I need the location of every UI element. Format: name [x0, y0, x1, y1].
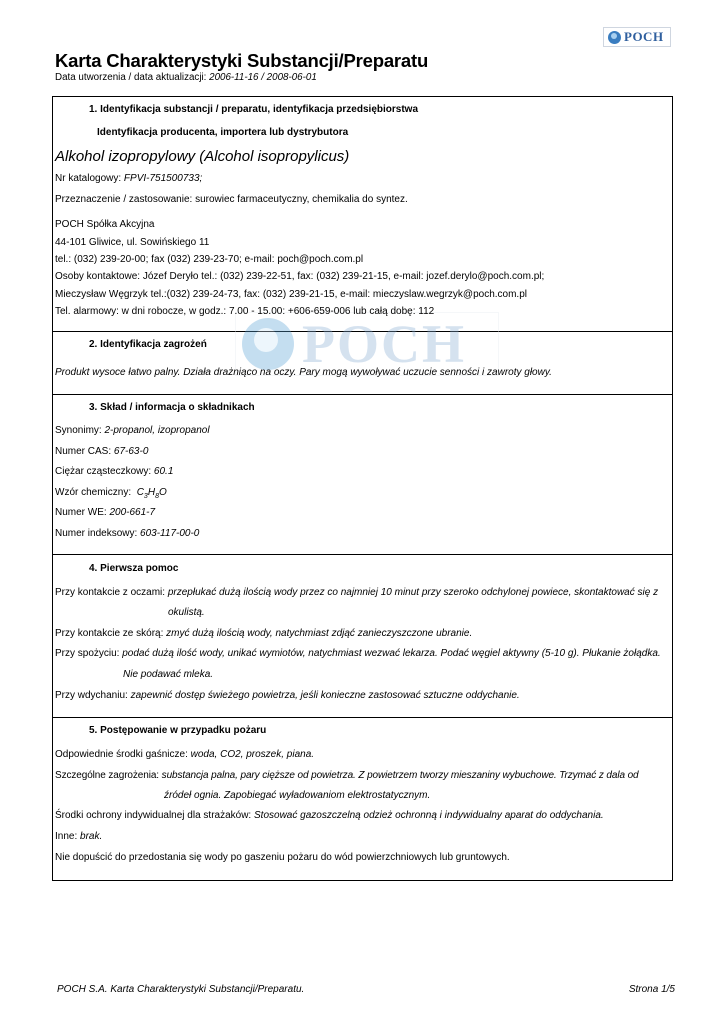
mw-label: Ciężar cząsteczkowy: — [55, 466, 152, 477]
ingestion-value: podać dużą ilość wody, unikać wymiotów, natychmiast wezwać lekarza. Podać węgiel aktywny (5-10 g). Płukanie żołądka. — [122, 648, 661, 659]
document-dates — [55, 72, 317, 83]
first-aid-eyes-cont: okulistą. — [168, 607, 205, 618]
first-aid-inhalation — [55, 690, 520, 701]
poch-logo-icon — [608, 31, 621, 44]
firefighter-ppe — [55, 810, 604, 821]
we-value: 200-661-7 — [109, 507, 156, 518]
formula-o: O — [158, 487, 167, 498]
cas-value: 67-63-0 — [113, 446, 149, 457]
chemical-formula — [55, 487, 167, 500]
footer-left: POCH S.A. Karta Charakterystyki Substancji/Preparatu. — [57, 984, 305, 995]
alarm-phone: Tel. alarmowy: w dni robocze, w godz.: 7.00 - 15.00: +606-659-006 lub całą dobę: 112 — [55, 306, 435, 317]
ingestion-label: Przy spożyciu: — [55, 648, 120, 659]
section-1-subheading: Identyfikacja producenta, importera lub dystrybutora — [97, 127, 349, 138]
skin-label: Przy kontakcie ze skórą: — [55, 628, 164, 639]
dates-value: 2006-11-16 / 2008-06-01 — [209, 72, 317, 83]
eyes-value: przepłukać dużą ilością wody przez co najmniej 10 minut przy szeroko odchylonej powiece, skontaktować się z — [167, 587, 659, 598]
catalog-value: FPVI-751500733; — [123, 173, 203, 184]
special-hazards-value: substancja palna, pary cięższe od powietrza. Z powietrzem tworzy mieszaniny wybuchowe. Trzymać z dala od — [161, 770, 639, 781]
product-name: Alkohol izopropylowy (Alcohol isopropylicus) — [55, 148, 350, 165]
other-value: brak. — [80, 831, 103, 842]
contacts-line-1: Osoby kontaktowe: Józef Deryło tel.: (032) 239-22-51, fax: (032) 239-21-15, e-mail: jozef.derylo@poch.com.pl; — [55, 271, 545, 282]
company-tel: tel.: (032) 239-20-00; fax (032) 239-23-70; e-mail: poch@poch.com.pl — [55, 254, 364, 265]
section-2-heading: 2. Identyfikacja zagrożeń — [89, 339, 207, 350]
section-3-heading: 3. Skład / informacja o składnikach — [89, 402, 255, 413]
we-number — [55, 507, 155, 518]
cas-number — [55, 446, 148, 457]
inhalation-value: zapewnić dostęp świeżego powietrza, jeśli konieczne zastosować sztuczne oddychanie. — [130, 690, 520, 701]
synonyms — [55, 425, 210, 436]
extinguishing-media — [55, 749, 314, 760]
synonyms-label: Synonimy: — [55, 425, 102, 436]
formula-value — [137, 487, 167, 498]
watermark-text: POCH — [302, 314, 466, 374]
synonyms-value: 2-propanol, izopropanol — [104, 425, 210, 436]
catalog-label: Nr katalogowy: — [55, 173, 122, 184]
section-5-heading: 5. Postępowanie w przypadku pożaru — [89, 725, 267, 736]
water-runoff-note: Nie dopuścić do przedostania się wody po gaszeniu pożaru do wód powierzchniowych lub gruntowych. — [55, 852, 510, 863]
we-label: Numer WE: — [55, 507, 107, 518]
hazard-text: Produkt wysoce łatwo palny. Działa drażniąco na oczy. Pary mogą wywoływać uczucie senności i zawroty głowy. — [55, 367, 552, 378]
section-4-heading: 4. Pierwsza pomoc — [89, 563, 179, 574]
first-aid-eyes — [55, 587, 658, 598]
mw-value: 60.1 — [153, 466, 174, 477]
molecular-weight — [55, 466, 173, 477]
other-info — [55, 831, 102, 842]
formula-h-sub: 8 — [155, 493, 159, 500]
skin-value: zmyć dużą ilością wody, natychmiast zdjąć zanieczyszczone ubranie. — [166, 628, 473, 639]
company-address: 44-101 Gliwice, ul. Sowińskiego 11 — [55, 237, 210, 248]
document-title: Karta Charakterystyki Substancji/Preparatu — [55, 50, 429, 71]
inhalation-label: Przy wdychaniu: — [55, 690, 128, 701]
other-label: Inne: — [55, 831, 78, 842]
eyes-label: Przy kontakcie z oczami: — [55, 587, 166, 598]
poch-logo-text: POCH — [624, 29, 664, 44]
contacts-line-2: Mieczysław Węgrzyk tel.:(032) 239-24-73, fax: (032) 239-21-15, e-mail: mieczyslaw.wegrzyk@poch.com.pl — [55, 289, 527, 300]
section-1-heading: 1. Identyfikacja substancji / preparatu, identyfikacja przedsiębiorstwa — [89, 104, 418, 115]
catalog-number — [55, 173, 202, 184]
cas-label: Numer CAS: — [55, 446, 112, 457]
formula-c-sub: 3 — [143, 493, 148, 500]
formula-label: Wzór chemiczny: — [55, 487, 132, 498]
dates-label: Data utworzenia / data aktualizacji: — [55, 72, 207, 83]
poch-logo — [603, 27, 671, 47]
formula-c: C — [136, 487, 144, 498]
index-label: Numer indeksowy: — [55, 528, 138, 539]
watermark-icon — [242, 318, 294, 370]
special-hazards — [55, 770, 639, 781]
first-aid-ingestion-cont: Nie podawać mleka. — [123, 669, 214, 680]
intended-use: Przeznaczenie / zastosowanie: surowiec farmaceutyczny, chemikalia do syntez. — [55, 194, 408, 205]
formula-h: H — [147, 487, 156, 498]
page-number: Strona 1/5 — [628, 984, 675, 995]
ppe-value: Stosować gazoszczelną odzież ochronną i indywidualny aparat do oddychania. — [254, 810, 604, 821]
special-hazards-label: Szczególne zagrożenia: — [55, 770, 159, 781]
media-value: woda, CO2, proszek, piana. — [190, 749, 315, 760]
special-hazards-cont: źródeł ognia. Zapobiegać wyładowaniom elektrostatycznym. — [164, 790, 431, 801]
media-label: Odpowiednie środki gaśnicze: — [55, 749, 188, 760]
ppe-label: Środki ochrony indywidualnej dla strażaków: — [55, 810, 252, 821]
company-name: POCH Spółka Akcyjna — [55, 219, 155, 230]
index-number — [55, 528, 199, 539]
index-value: 603-117-00-0 — [140, 528, 200, 539]
first-aid-skin — [55, 628, 472, 639]
first-aid-ingestion — [55, 648, 661, 659]
